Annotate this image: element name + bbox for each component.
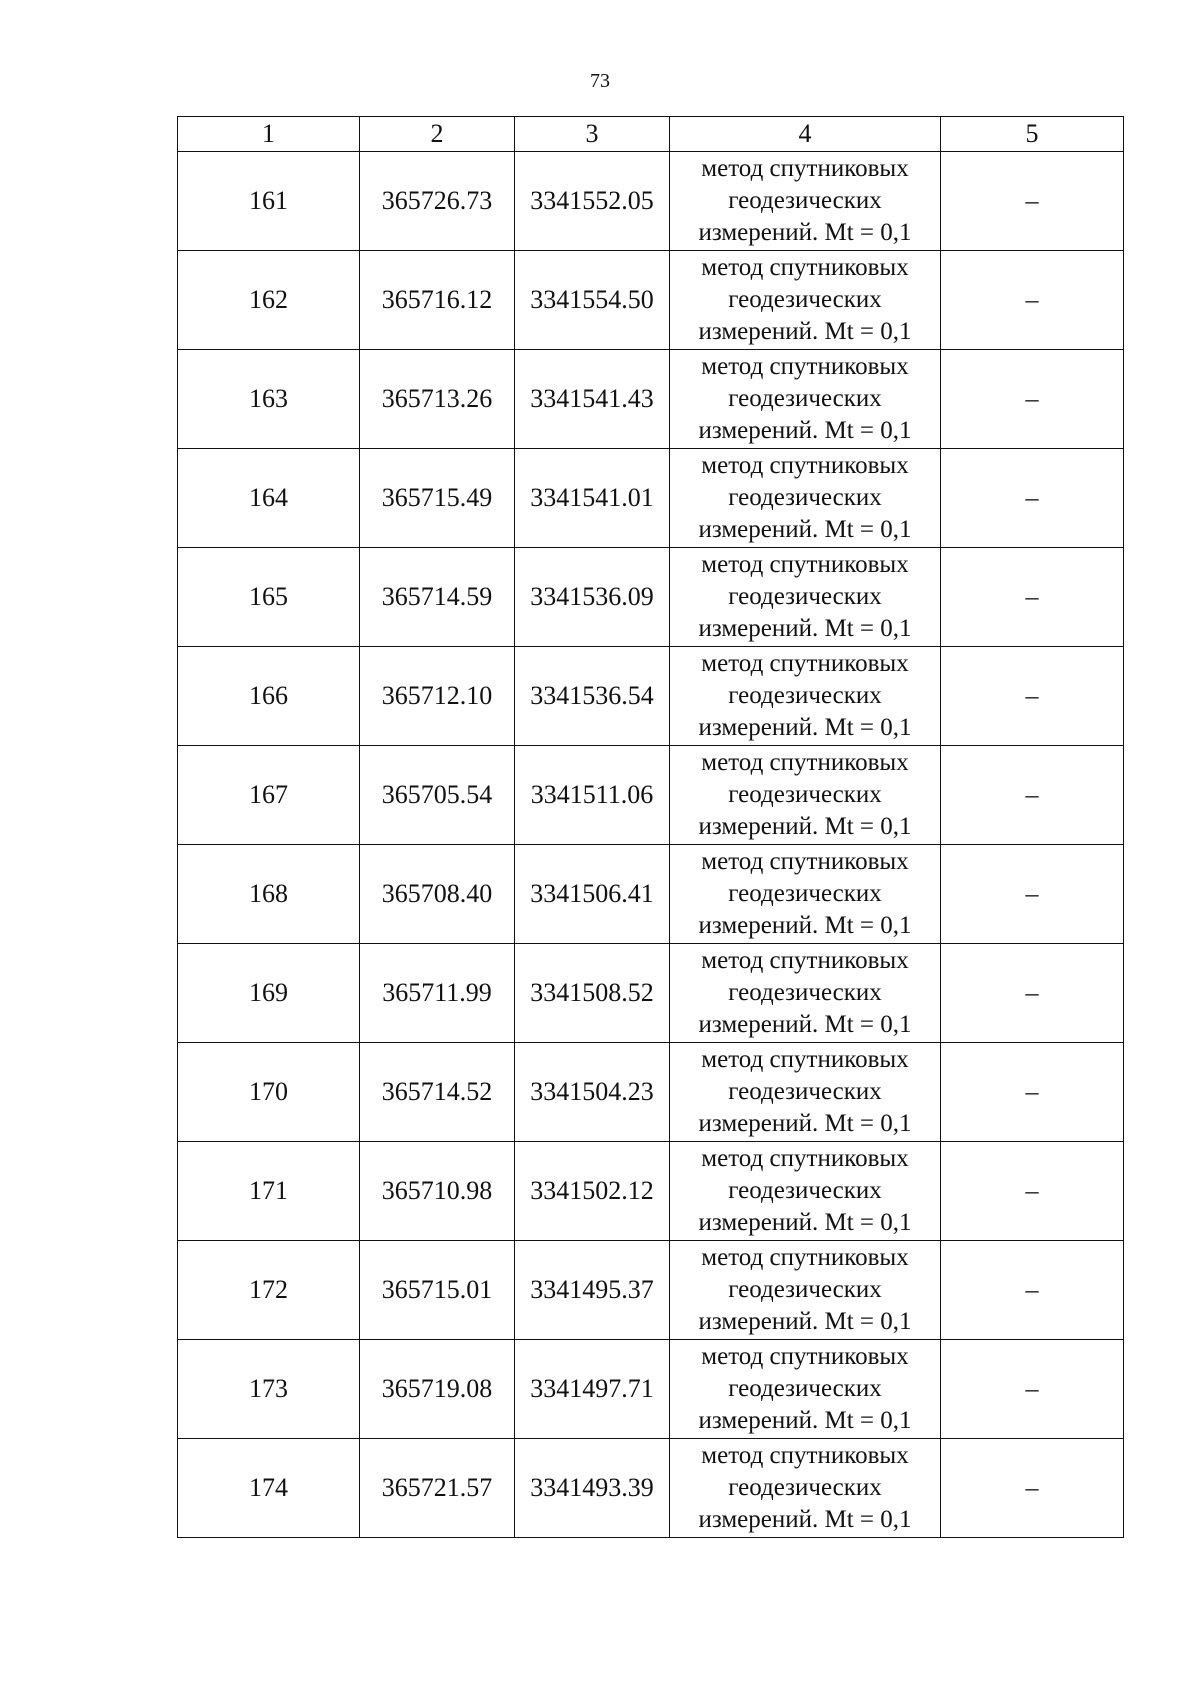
method-text-line: измерений. Mt = 0,1: [698, 1110, 912, 1137]
y-coordinate-cell: 3341536.54: [515, 647, 670, 746]
y-coordinate-cell: 3341497.71: [515, 1340, 670, 1439]
x-coordinate-cell: 365719.08: [360, 1340, 515, 1439]
method-cell: [670, 152, 941, 251]
method-text-line: измерений. Mt = 0,1: [698, 1011, 912, 1038]
x-coordinate-cell: 365721.57: [360, 1439, 515, 1538]
table-row: [178, 350, 1124, 449]
table-row: [178, 449, 1124, 548]
column-header: 4: [670, 117, 941, 152]
method-text-line: измерений. Mt = 0,1: [698, 1407, 912, 1434]
method-text-line: метод спутниковых: [701, 1145, 909, 1172]
note-cell: –: [941, 350, 1124, 449]
method-text-line: геодезических: [728, 1375, 882, 1402]
method-text-line: метод спутниковых: [701, 155, 909, 182]
x-coordinate-cell: 365714.52: [360, 1043, 515, 1142]
method-cell: [670, 1043, 941, 1142]
x-coordinate-cell: 365715.01: [360, 1241, 515, 1340]
method-text-line: измерений. Mt = 0,1: [698, 516, 912, 543]
method-text-line: измерений. Mt = 0,1: [698, 219, 912, 246]
table-row: [178, 1439, 1124, 1538]
table-row: [178, 845, 1124, 944]
coordinates-table: [177, 116, 1124, 1538]
method-text-line: измерений. Mt = 0,1: [698, 813, 912, 840]
x-coordinate-cell: 365716.12: [360, 251, 515, 350]
point-number-cell: 162: [178, 251, 360, 350]
note-cell: –: [941, 1142, 1124, 1241]
method-text-line: геодезических: [728, 484, 882, 511]
column-header: 2: [360, 117, 515, 152]
point-number-cell: 172: [178, 1241, 360, 1340]
method-text-line: измерений. Mt = 0,1: [698, 318, 912, 345]
note-cell: –: [941, 1043, 1124, 1142]
method-text-line: измерений. Mt = 0,1: [698, 912, 912, 939]
method-text-line: геодезических: [728, 682, 882, 709]
method-text-line: геодезических: [728, 781, 882, 808]
method-cell: [670, 350, 941, 449]
point-number-cell: 168: [178, 845, 360, 944]
point-number-cell: 173: [178, 1340, 360, 1439]
x-coordinate-cell: 365712.10: [360, 647, 515, 746]
point-number-cell: 161: [178, 152, 360, 251]
table-row: [178, 251, 1124, 350]
method-cell: [670, 1142, 941, 1241]
method-text-line: метод спутниковых: [701, 254, 909, 281]
method-text-line: метод спутниковых: [701, 650, 909, 677]
table-row: [178, 1142, 1124, 1241]
y-coordinate-cell: 3341541.43: [515, 350, 670, 449]
method-cell: [670, 1340, 941, 1439]
x-coordinate-cell: 365715.49: [360, 449, 515, 548]
note-cell: –: [941, 944, 1124, 1043]
method-text-line: геодезических: [728, 1474, 882, 1501]
note-cell: –: [941, 647, 1124, 746]
y-coordinate-cell: 3341511.06: [515, 746, 670, 845]
table-row: [178, 1340, 1124, 1439]
method-text-line: геодезических: [728, 1078, 882, 1105]
point-number-cell: 166: [178, 647, 360, 746]
table-row: [178, 944, 1124, 1043]
method-text-line: метод спутниковых: [701, 749, 909, 776]
method-text-line: геодезических: [728, 583, 882, 610]
method-cell: [670, 1241, 941, 1340]
y-coordinate-cell: 3341541.01: [515, 449, 670, 548]
method-text-line: метод спутниковых: [701, 1343, 909, 1370]
method-cell: [670, 449, 941, 548]
table-row: [178, 1043, 1124, 1142]
page-number: 73: [590, 70, 610, 92]
y-coordinate-cell: 3341552.05: [515, 152, 670, 251]
method-cell: [670, 647, 941, 746]
table-row: [178, 647, 1124, 746]
x-coordinate-cell: 365708.40: [360, 845, 515, 944]
method-cell: [670, 548, 941, 647]
table-header-row: [178, 117, 1124, 152]
method-text-line: метод спутниковых: [701, 1046, 909, 1073]
note-cell: –: [941, 1340, 1124, 1439]
table-body: [178, 152, 1124, 1538]
method-text-line: геодезических: [728, 1177, 882, 1204]
method-text-line: измерений. Mt = 0,1: [698, 1209, 912, 1236]
method-text-line: метод спутниковых: [701, 1442, 909, 1469]
point-number-cell: 165: [178, 548, 360, 647]
method-cell: [670, 251, 941, 350]
method-text-line: измерений. Mt = 0,1: [698, 1506, 912, 1533]
table-row: [178, 152, 1124, 251]
note-cell: –: [941, 845, 1124, 944]
method-text-line: метод спутниковых: [701, 1244, 909, 1271]
y-coordinate-cell: 3341508.52: [515, 944, 670, 1043]
note-cell: –: [941, 1241, 1124, 1340]
method-text-line: измерений. Mt = 0,1: [698, 615, 912, 642]
method-cell: [670, 1439, 941, 1538]
point-number-cell: 163: [178, 350, 360, 449]
method-text-line: геодезических: [728, 1276, 882, 1303]
method-cell: [670, 746, 941, 845]
method-text-line: геодезических: [728, 385, 882, 412]
table-row: [178, 746, 1124, 845]
note-cell: –: [941, 548, 1124, 647]
table-row: [178, 1241, 1124, 1340]
x-coordinate-cell: 365711.99: [360, 944, 515, 1043]
note-cell: –: [941, 251, 1124, 350]
point-number-cell: 170: [178, 1043, 360, 1142]
method-text-line: геодезических: [728, 187, 882, 214]
method-text-line: геодезических: [728, 286, 882, 313]
point-number-cell: 169: [178, 944, 360, 1043]
column-header: 3: [515, 117, 670, 152]
y-coordinate-cell: 3341495.37: [515, 1241, 670, 1340]
x-coordinate-cell: 365713.26: [360, 350, 515, 449]
method-text-line: метод спутниковых: [701, 452, 909, 479]
point-number-cell: 171: [178, 1142, 360, 1241]
note-cell: –: [941, 449, 1124, 548]
y-coordinate-cell: 3341502.12: [515, 1142, 670, 1241]
table-row: [178, 548, 1124, 647]
y-coordinate-cell: 3341493.39: [515, 1439, 670, 1538]
method-text-line: геодезических: [728, 880, 882, 907]
method-text-line: измерений. Mt = 0,1: [698, 417, 912, 444]
y-coordinate-cell: 3341536.09: [515, 548, 670, 647]
method-text-line: метод спутниковых: [701, 848, 909, 875]
method-cell: [670, 944, 941, 1043]
point-number-cell: 167: [178, 746, 360, 845]
column-header: 1: [178, 117, 360, 152]
column-header: 5: [941, 117, 1124, 152]
method-text-line: метод спутниковых: [701, 551, 909, 578]
note-cell: –: [941, 746, 1124, 845]
note-cell: –: [941, 152, 1124, 251]
x-coordinate-cell: 365714.59: [360, 548, 515, 647]
method-text-line: метод спутниковых: [701, 947, 909, 974]
method-text-line: геодезических: [728, 979, 882, 1006]
x-coordinate-cell: 365726.73: [360, 152, 515, 251]
y-coordinate-cell: 3341506.41: [515, 845, 670, 944]
point-number-cell: 164: [178, 449, 360, 548]
x-coordinate-cell: 365705.54: [360, 746, 515, 845]
y-coordinate-cell: 3341554.50: [515, 251, 670, 350]
method-text-line: измерений. Mt = 0,1: [698, 714, 912, 741]
method-text-line: метод спутниковых: [701, 353, 909, 380]
point-number-cell: 174: [178, 1439, 360, 1538]
note-cell: –: [941, 1439, 1124, 1538]
x-coordinate-cell: 365710.98: [360, 1142, 515, 1241]
method-cell: [670, 845, 941, 944]
y-coordinate-cell: 3341504.23: [515, 1043, 670, 1142]
method-text-line: измерений. Mt = 0,1: [698, 1308, 912, 1335]
